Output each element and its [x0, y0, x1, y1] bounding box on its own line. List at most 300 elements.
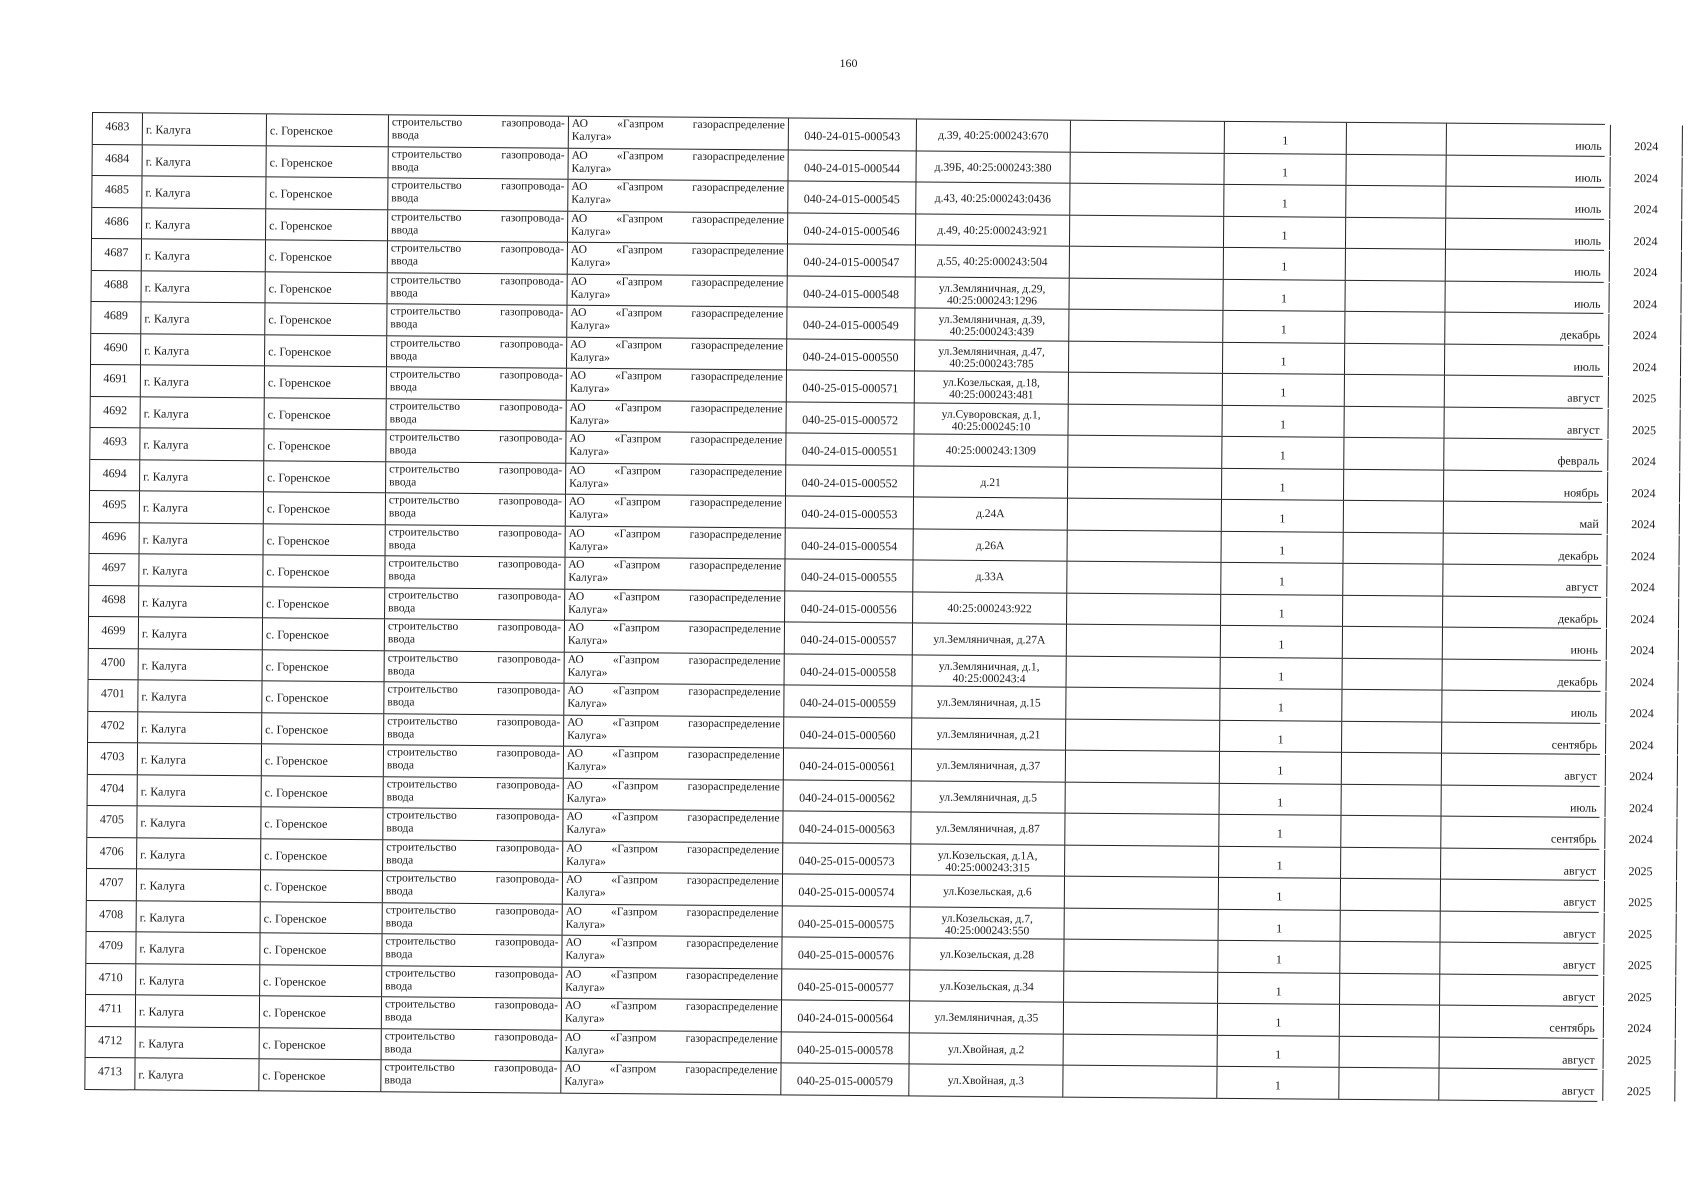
work-type-word: газопровода- [500, 306, 564, 319]
address-cell [917, 119, 1071, 151]
city-cell: г. Калуга [138, 680, 262, 711]
work-type-line-1 [385, 1030, 558, 1044]
address-line-1: ул.Земляничная, д.87 [936, 822, 1040, 836]
address-cell [915, 308, 1069, 340]
year-cell: 2025 [1604, 944, 1676, 975]
organization-cell [567, 306, 787, 338]
quantity-cell: 1 [1222, 437, 1344, 468]
organization-line-2: Калуга» [570, 351, 610, 364]
organization-word: «Газпром [610, 1000, 657, 1013]
village-cell: с. Горенское [266, 240, 388, 271]
row-number: 4708 [87, 900, 137, 931]
code-cell: 040-24-015-000557 [785, 622, 913, 654]
work-type-line-1 [387, 683, 560, 697]
work-type-cell [386, 525, 566, 557]
work-type-line-2: ввода [387, 633, 416, 646]
code-cell: 040-25-015-000575 [783, 906, 911, 938]
work-type-cell [382, 966, 562, 998]
organization-word: «Газпром [611, 811, 659, 824]
city-cell: г. Калуга [140, 491, 264, 522]
address-cell [909, 1064, 1063, 1096]
work-type-line-2: ввода [384, 1074, 412, 1087]
year-cell: 2024 [1607, 629, 1679, 660]
empty-cell [1066, 782, 1220, 814]
month-cell: февраль [1444, 439, 1608, 471]
organization-line-2: Калуга» [566, 760, 607, 774]
organization-cell [566, 526, 786, 558]
organization-line-2: Калуга» [565, 918, 606, 931]
organization-word: АО [571, 117, 589, 130]
code-cell: 040-24-015-000546 [788, 213, 916, 245]
organization-word: газораспределение [686, 906, 779, 919]
code-cell: 040-24-015-000544 [788, 150, 916, 182]
work-type-line-2: ввода [385, 916, 413, 930]
organization-word: газораспределение [692, 150, 785, 163]
city-cell: г. Калуга [143, 145, 267, 176]
empty-cell [1064, 1034, 1218, 1066]
work-type-word: строительство [387, 651, 459, 665]
organization-word: газораспределение [688, 622, 781, 636]
empty-cell [1067, 625, 1221, 657]
work-type-cell [381, 1060, 561, 1092]
month-cell: август [1441, 880, 1605, 912]
work-type-word: строительство [385, 935, 456, 948]
work-type-word: газопровода- [499, 337, 564, 351]
work-type-line-1 [390, 400, 563, 414]
quantity-cell: 1 [1218, 1035, 1340, 1066]
address-cell [911, 875, 1065, 907]
organization-word: газораспределение [686, 874, 780, 888]
month-cell: август [1439, 1069, 1603, 1101]
organization-cell [567, 337, 787, 369]
empty-cell [1344, 406, 1444, 437]
work-type-word: газопровода- [496, 747, 561, 760]
month-cell: июль [1446, 250, 1610, 282]
organization-word: газораспределение [688, 717, 781, 730]
code-cell: 040-24-015-000543 [789, 118, 917, 150]
address-line-1: ул.Земляничная, д.21 [936, 728, 1041, 741]
organization-cell [565, 621, 785, 653]
organization-word: «Газпром [613, 622, 660, 635]
code-cell: 040-25-015-000578 [782, 1032, 910, 1064]
address-line-1: ул.Земляничная, д.5 [939, 791, 1038, 804]
empty-cell [1067, 656, 1221, 688]
empty-cell [1067, 562, 1221, 594]
code-cell: 040-24-015-000553 [786, 496, 914, 528]
organization-word: газораспределение [691, 339, 784, 352]
work-type-line-2: ввода [388, 570, 416, 583]
code-cell: 040-24-015-000564 [782, 1000, 910, 1032]
organization-word: «Газпром [615, 338, 662, 351]
empty-cell [1065, 908, 1219, 940]
code-cell: 040-24-015-000558 [785, 654, 913, 686]
address-line-1: д.43, 40:25:000243:0436 [934, 192, 1051, 206]
empty-cell [1071, 121, 1225, 153]
address-cell [913, 592, 1067, 624]
work-type-line-1 [387, 778, 560, 792]
organization-word: газораспределение [685, 1000, 779, 1014]
quantity-cell: 1 [1219, 815, 1341, 846]
empty-cell [1065, 814, 1219, 846]
city-cell: г. Калуга [142, 208, 266, 239]
address-line-1: д.33А [975, 570, 1005, 584]
organization-line-2: Калуга» [570, 319, 611, 333]
quantity-cell: 1 [1224, 248, 1346, 279]
address-cell [916, 214, 1070, 246]
row-number: 4695 [90, 491, 140, 522]
empty-cell [1346, 154, 1446, 185]
month-cell: ноябрь [1444, 470, 1608, 502]
organization-word: «Газпром [610, 968, 658, 981]
village-cell: с. Горенское [265, 398, 387, 429]
organization-word: газораспределение [690, 370, 783, 384]
code-cell: 040-25-015-000573 [783, 843, 911, 875]
empty-cell [1070, 247, 1224, 279]
code-cell: 040-24-015-000547 [788, 244, 916, 276]
row-number: 4701 [88, 680, 138, 711]
organization-line-2: Калуга» [568, 603, 608, 616]
organization-word: газораспределение [688, 685, 781, 699]
organization-word: газораспределение [692, 213, 785, 226]
empty-cell [1341, 910, 1441, 941]
work-type-cell [387, 367, 567, 399]
work-type-line-1 [386, 872, 559, 886]
work-type-line-1 [388, 652, 561, 666]
village-cell: с. Горенское [267, 114, 389, 145]
work-type-line-1 [385, 998, 558, 1012]
month-cell: июль [1446, 155, 1610, 187]
quantity-cell: 1 [1217, 1067, 1339, 1098]
work-type-word: газопровода- [496, 810, 560, 823]
work-type-word: газопровода- [500, 243, 564, 256]
work-type-cell [384, 777, 564, 809]
organization-word: газораспределение [691, 244, 784, 258]
year-cell: 2024 [1606, 786, 1678, 817]
empty-cell [1340, 942, 1440, 973]
work-type-line-2: ввода [387, 664, 415, 678]
empty-cell [1346, 249, 1446, 280]
organization-word: газораспределение [690, 465, 783, 478]
work-type-line-2: ввода [387, 727, 415, 741]
quantity-cell: 1 [1221, 626, 1343, 657]
empty-cell [1069, 310, 1223, 342]
organization-word: «Газпром [614, 433, 662, 446]
empty-cell [1342, 753, 1442, 784]
address-line-1: д.24А [976, 507, 1005, 521]
address-cell [915, 403, 1069, 435]
empty-cell [1064, 971, 1218, 1003]
empty-cell [1345, 312, 1445, 343]
organization-line-2: Калуга» [571, 162, 612, 175]
month-cell: август [1445, 376, 1609, 408]
work-type-line-2: ввода [385, 979, 413, 993]
empty-cell [1070, 152, 1224, 184]
empty-cell [1345, 343, 1445, 374]
work-type-cell [384, 682, 564, 714]
year-cell: 2025 [1608, 408, 1680, 439]
row-number: 4693 [90, 428, 140, 459]
year-cell: 2024 [1606, 723, 1678, 754]
month-cell: май [1444, 502, 1608, 534]
year-cell: 2024 [1608, 471, 1680, 502]
month-cell: август [1440, 974, 1604, 1006]
organization-line-2: Калуга» [569, 445, 610, 459]
organization-line-2: Калуга» [564, 1044, 605, 1057]
work-type-line-2: ввода [386, 790, 414, 804]
address-cell [915, 340, 1069, 372]
work-type-word: газопровода- [498, 558, 562, 571]
work-type-word: строительство [390, 305, 461, 318]
work-type-line-2: ввода [388, 538, 416, 552]
address-line-2: 40:25:000243:785 [949, 357, 1034, 370]
organization-word: АО [567, 684, 584, 697]
code-cell: 040-24-015-000560 [784, 717, 912, 749]
row-number: 4710 [86, 963, 136, 994]
organization-word: газораспределение [690, 433, 783, 447]
work-type-word: строительство [388, 588, 459, 602]
quantity-cell: 1 [1220, 783, 1342, 814]
work-type-line-1 [389, 526, 562, 540]
work-type-line-2: ввода [389, 412, 417, 426]
organization-line-2: Калуга» [564, 1075, 605, 1089]
address-line-1: ул.Козельская, д.6 [943, 885, 1032, 899]
organization-word: АО [567, 716, 584, 729]
month-cell: июнь [1443, 628, 1607, 660]
work-type-word: газопровода- [498, 463, 563, 477]
organization-cell [565, 589, 785, 621]
work-type-cell [383, 903, 563, 935]
work-type-word: газопровода- [495, 904, 559, 918]
organization-word: АО [571, 212, 588, 225]
year-cell: 2024 [1610, 188, 1682, 219]
work-type-word: газопровода- [494, 999, 559, 1012]
organization-word: АО [565, 968, 582, 981]
organization-cell [569, 117, 789, 149]
address-line-1: ул.Земляничная, д.37 [936, 759, 1041, 773]
organization-word: «Газпром [610, 905, 658, 918]
address-line-1: ул.Земляничная, д.47, [938, 345, 1045, 358]
month-cell: август [1443, 565, 1607, 597]
row-number: 4709 [86, 932, 136, 963]
empty-cell [1066, 719, 1220, 751]
month-cell: декабрь [1443, 533, 1607, 565]
organization-line-2: Калуга» [567, 666, 608, 679]
organization-word: газораспределение [687, 748, 780, 762]
work-type-word: газопровода- [497, 621, 562, 634]
organization-word: «Газпром [615, 275, 663, 288]
address-line-1: ул.Земляничная, д.1, [938, 660, 1040, 673]
organization-word: АО [568, 558, 585, 571]
address-line-1: д.21 [980, 476, 1001, 489]
work-type-line-1 [386, 841, 559, 855]
city-cell: г. Калуга [141, 365, 265, 396]
quantity-cell: 1 [1218, 941, 1340, 972]
work-type-line-1 [391, 242, 564, 256]
empty-cell [1069, 373, 1223, 405]
work-type-line-1 [390, 368, 563, 382]
city-cell: г. Калуга [138, 712, 262, 743]
empty-cell [1068, 499, 1222, 531]
organization-word: газораспределение [692, 181, 785, 195]
organization-word: «Газпром [616, 244, 663, 257]
work-type-word: строительство [391, 147, 463, 161]
organization-word: газораспределение [685, 1063, 778, 1077]
address-line-1: д.39, 40:25:000243:670 [938, 129, 1049, 143]
work-type-cell [388, 147, 568, 179]
organization-line-2: Калуга» [566, 855, 606, 868]
organization-word: АО [571, 149, 588, 162]
organization-cell [568, 274, 788, 306]
organization-word: «Газпром [614, 464, 661, 477]
organization-line-2: Калуга» [566, 792, 607, 805]
empty-cell [1067, 593, 1221, 625]
organization-word: газораспределение [687, 780, 780, 793]
address-line-1: ул.Земляничная, д.35 [934, 1011, 1039, 1025]
month-cell: июль [1445, 344, 1609, 376]
organization-cell [568, 211, 788, 243]
organization-line-2: Калуга» [571, 225, 611, 238]
work-type-word: строительство [384, 1061, 455, 1074]
empty-cell [1341, 847, 1441, 878]
quantity-cell: 1 [1218, 1004, 1340, 1035]
row-number: 4702 [88, 711, 138, 742]
village-cell: с. Горенское [260, 1028, 382, 1059]
month-cell: сентябрь [1441, 817, 1605, 849]
year-cell: 2024 [1607, 566, 1679, 597]
empty-cell [1340, 973, 1440, 1004]
city-cell: г. Калуга [140, 460, 264, 491]
empty-cell [1064, 940, 1218, 972]
work-type-word: строительство [391, 116, 463, 129]
work-type-word: газопровода- [494, 1030, 558, 1044]
address-cell [910, 1001, 1064, 1033]
village-cell: с. Горенское [260, 933, 382, 964]
organization-word: АО [565, 936, 582, 949]
month-cell: июль [1445, 281, 1609, 313]
village-cell: с. Горенское [266, 272, 388, 303]
work-type-line-2: ввода [384, 1011, 413, 1024]
city-cell: г. Калуга [142, 176, 266, 207]
work-type-cell [386, 462, 566, 494]
address-line-1: д.55, 40:25:000243:504 [937, 255, 1048, 269]
code-cell: 040-24-015-000555 [785, 559, 913, 591]
year-cell: 2024 [1611, 125, 1683, 156]
village-cell: с. Горенское [266, 177, 388, 208]
address-line-2: 40:25:000245:10 [951, 420, 1031, 433]
empty-cell [1344, 469, 1444, 500]
city-cell: г. Калуга [138, 743, 262, 774]
month-cell: август [1442, 754, 1606, 786]
year-cell: 2024 [1610, 219, 1682, 250]
work-type-word: строительство [388, 494, 460, 507]
city-cell: г. Калуга [139, 554, 263, 585]
organization-word: «Газпром [612, 653, 660, 666]
address-cell [910, 938, 1064, 970]
row-number: 4683 [93, 113, 143, 144]
address-cell [911, 844, 1065, 876]
row-number: 4691 [91, 365, 141, 396]
organization-word: АО [571, 180, 588, 193]
work-type-line-1 [391, 274, 564, 288]
village-cell: с. Горенское [264, 524, 386, 555]
organization-word: АО [565, 905, 582, 918]
quantity-cell: 1 [1220, 752, 1342, 783]
address-cell [912, 686, 1066, 718]
organization-word: АО [566, 842, 583, 855]
code-cell: 040-24-015-000545 [788, 181, 916, 213]
row-number: 4685 [92, 176, 142, 207]
city-cell: г. Калуга [137, 869, 261, 900]
work-type-line-1 [391, 211, 564, 225]
city-cell: г. Калуга [136, 964, 260, 995]
work-type-word: газопровода- [494, 967, 559, 981]
row-number: 4706 [87, 837, 137, 868]
code-cell: 040-24-015-000563 [783, 811, 911, 843]
address-cell [912, 718, 1066, 750]
row-number: 4696 [90, 522, 140, 553]
organization-line-2: Калуга» [571, 193, 612, 207]
work-type-line-2: ввода [388, 601, 416, 615]
village-cell: с. Горенское [261, 870, 383, 901]
month-cell: август [1440, 1037, 1604, 1069]
organization-line-2: Калуга» [566, 823, 607, 837]
organization-cell [562, 999, 782, 1031]
work-type-line-1 [387, 715, 560, 729]
address-cell [910, 970, 1064, 1002]
work-type-word: строительство [384, 1029, 456, 1043]
village-cell: с. Горенское [263, 618, 385, 649]
organization-line-2: Калуга» [570, 256, 611, 270]
data-table [84, 112, 1659, 1101]
organization-word: АО [564, 999, 582, 1012]
work-type-cell [384, 745, 564, 777]
code-cell: 040-25-015-000571 [787, 370, 915, 402]
organization-word: АО [570, 275, 587, 288]
quantity-cell: 1 [1222, 405, 1344, 436]
quantity-cell: 1 [1224, 153, 1346, 184]
organization-word: газораспределение [687, 811, 780, 825]
organization-word: «Газпром [616, 149, 664, 162]
village-cell: с. Горенское [264, 492, 386, 523]
code-cell: 040-24-015-000561 [784, 748, 912, 780]
work-type-line-1 [389, 463, 562, 477]
work-type-line-2: ввода [385, 948, 413, 961]
organization-line-2: Калуга» [569, 477, 609, 490]
work-type-cell [388, 178, 568, 210]
row-number: 4694 [90, 459, 140, 490]
organization-word: газораспределение [686, 937, 779, 951]
month-cell: август [1444, 407, 1608, 439]
empty-cell [1346, 186, 1446, 217]
work-type-line-2: ввода [386, 822, 414, 835]
address-line-1: ул.Козельская, д.1А, [937, 849, 1038, 862]
organization-line-2: Калуга» [567, 634, 608, 648]
organization-word: АО [568, 495, 586, 508]
village-cell: с. Горенское [263, 555, 385, 586]
organization-word: «Газпром [610, 937, 658, 950]
address-cell [916, 245, 1070, 277]
work-type-word: строительство [390, 273, 462, 287]
work-type-line-1 [386, 809, 559, 823]
address-line-1: ул.Хвойная, д.2 [948, 1043, 1025, 1056]
year-cell: 2025 [1605, 881, 1677, 912]
address-line-1: ул.Козельская, д.7, [941, 912, 1033, 925]
city-cell: г. Калуга [139, 586, 263, 617]
work-type-cell [384, 714, 564, 746]
city-cell: г. Калуга [139, 649, 263, 680]
code-cell: 040-25-015-000577 [782, 969, 910, 1001]
year-cell: 2024 [1610, 156, 1682, 187]
